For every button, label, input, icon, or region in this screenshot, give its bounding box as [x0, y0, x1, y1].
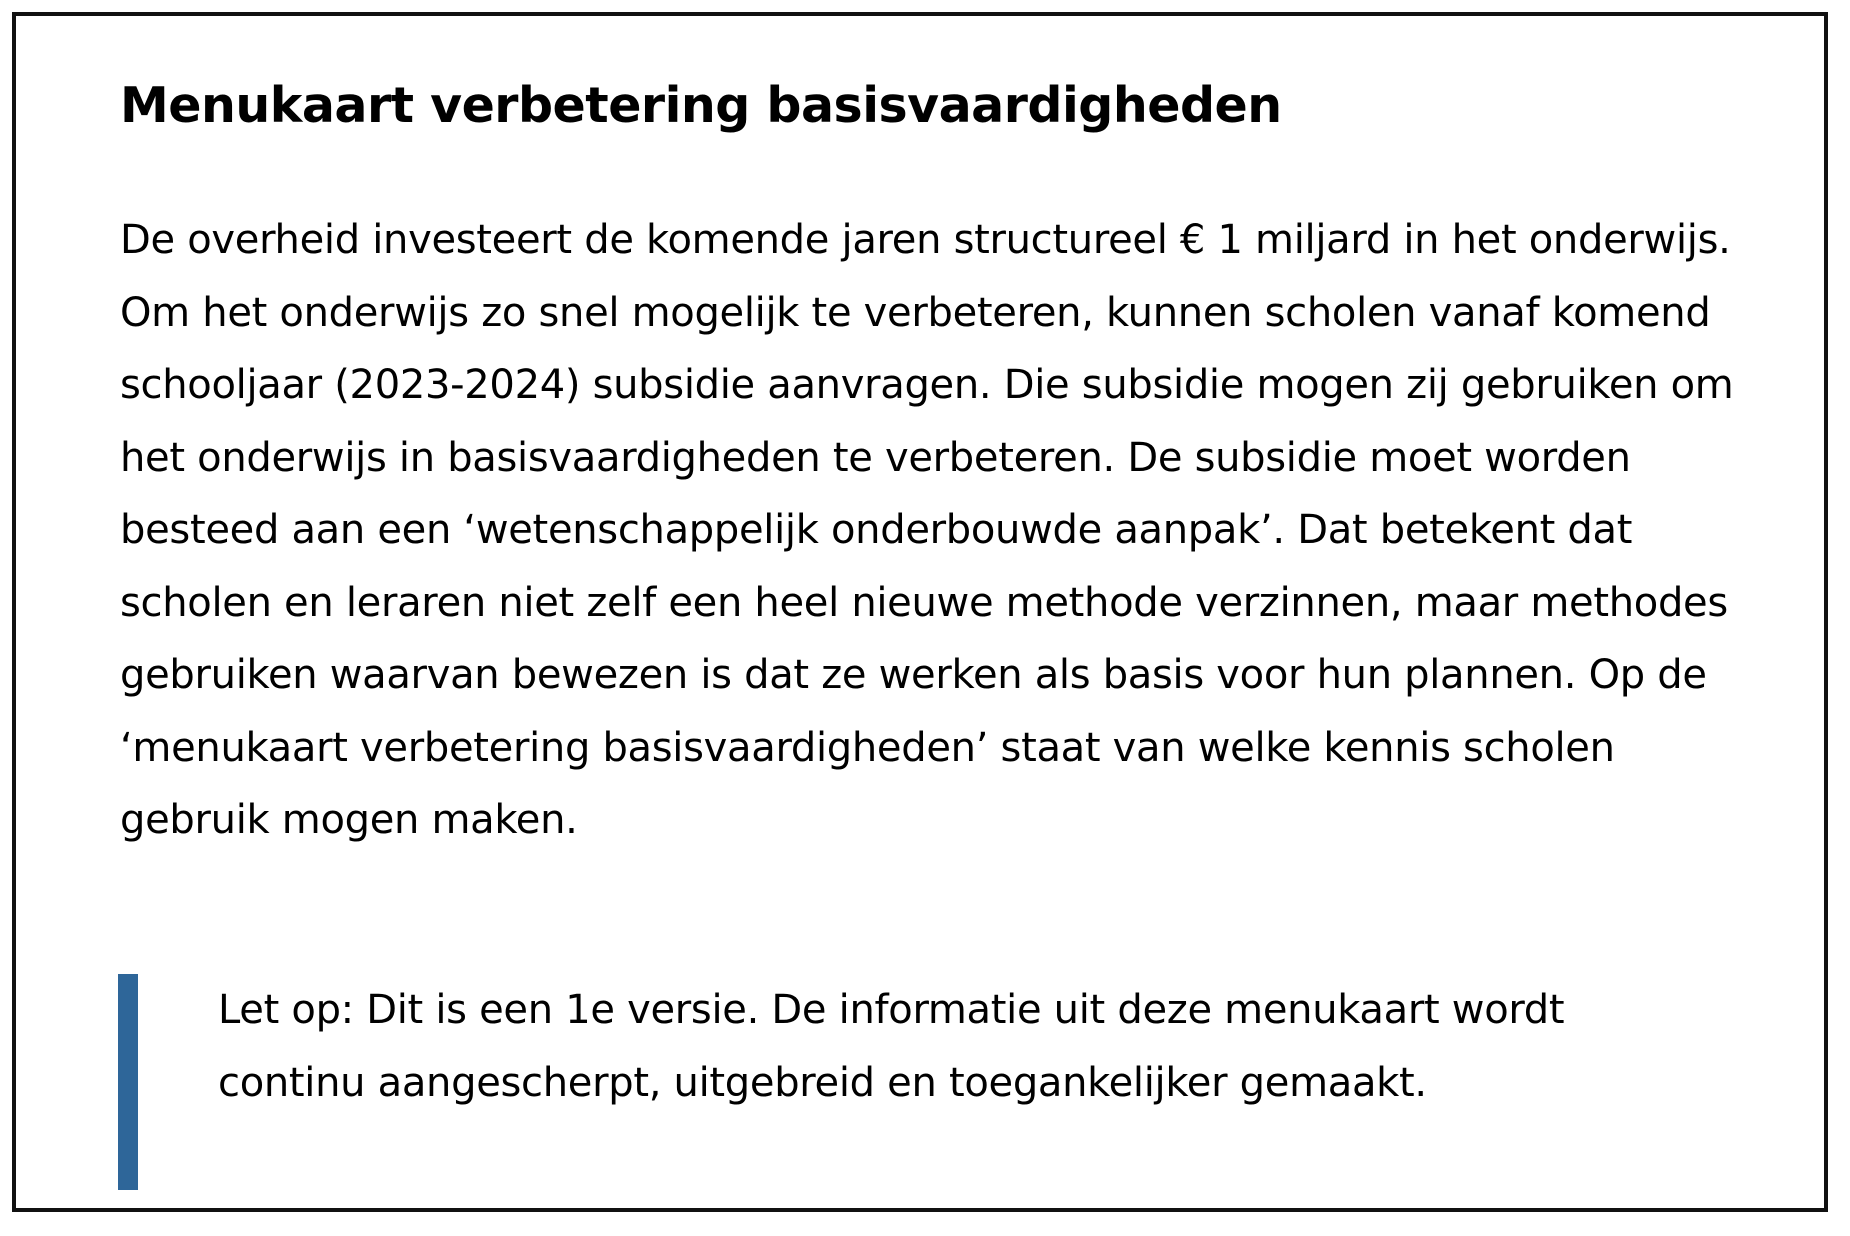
notice-text: Let op: Dit is een 1e versie. De informatie uit deze menukaart wordt continu aangescherpt, uitgebreid en toegankelijker gemaakt.	[218, 987, 1565, 1106]
content-frame	[12, 12, 1828, 1212]
notice-callout	[118, 974, 1658, 1190]
page-title: Menukaart verbetering basisvaardigheden	[120, 77, 1282, 134]
notice-accent-bar	[118, 974, 138, 1190]
intro-paragraph: De overheid investeert de komende jaren structureel € 1 miljard in het onderwijs. Om het onderwijs zo snel mogelijk te verbeteren, kunnen scholen vanaf komend schooljaar (2023-2024) subsidie aanvragen. Die subsidie mogen zij gebruiken om het onderwijs in basisvaardigheden te verbeteren. De subsidie moet worden besteed aan een ‘wetenschappelijk onderbouwde aanpak’. Dat betekent dat scholen en leraren niet zelf een heel nieuwe methode verzinnen, maar methodes gebruiken waarvan bewezen is dat ze werken als basis voor hun plannen. Op de ‘menukaart verbetering basisvaardigheden’ staat van welke kennis scholen gebruik mogen maken.	[120, 217, 1734, 843]
